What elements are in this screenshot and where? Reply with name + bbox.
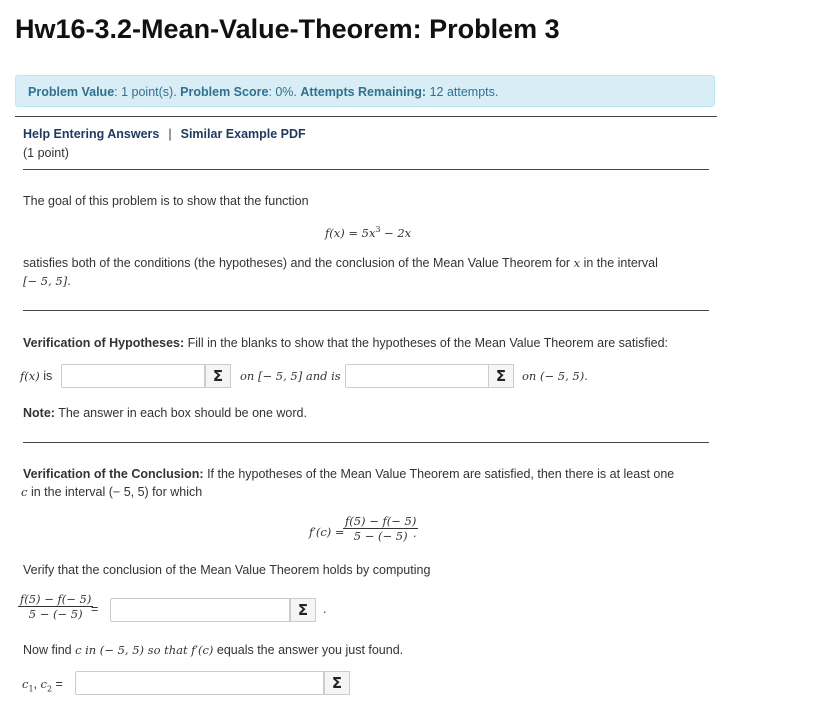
fraction-period: . bbox=[413, 526, 417, 540]
equation-editor-3[interactable]: Σ bbox=[290, 598, 316, 622]
conditions-text: satisfies both of the conditions (the hypotheses) and the conclusion of the Mean Value Theorem for x in the interval bbox=[23, 256, 658, 270]
hypotheses-text: Fill in the blanks to show that the hypotheses of the Mean Value Theorem are satisfied: bbox=[187, 336, 669, 350]
c1-c2-label: $c_1$, $c_2$ = bbox=[22, 677, 63, 694]
c-values-answer[interactable] bbox=[75, 671, 324, 695]
fraction-denominator: 5 − (− 5) bbox=[353, 529, 408, 543]
equation-editor-1[interactable]: Σ bbox=[205, 364, 231, 388]
fraction-numerator: f(5) − f(− 5) bbox=[345, 514, 417, 528]
mvt-fraction bbox=[343, 514, 418, 543]
page-title: Hw16-3.2-Mean-Value-Theorem: Problem 3 bbox=[15, 14, 560, 44]
link-separator: | bbox=[168, 127, 172, 141]
fpc-label: f′(c) = bbox=[309, 525, 345, 539]
problem-value-label: Problem Value bbox=[28, 85, 115, 99]
links-row bbox=[23, 127, 306, 141]
conclusion-text: If the hypotheses of the Mean Value Theorem are satisfied, then there is at least one bbox=[207, 467, 675, 481]
conclusion-heading: Verification of the Conclusion: bbox=[23, 467, 204, 481]
problem-info-box bbox=[15, 75, 715, 107]
problem-value: : 1 point(s). bbox=[114, 85, 177, 99]
problem-score: : 0%. bbox=[268, 85, 297, 99]
note-label: Note: bbox=[23, 406, 55, 420]
similar-example-pdf-link[interactable]: Similar Example PDF bbox=[180, 127, 306, 141]
difference-quotient-answer[interactable] bbox=[110, 598, 290, 622]
verify-period: . bbox=[323, 602, 327, 616]
divider bbox=[23, 169, 709, 170]
function-formula: $f(x) = 5x^3 - 2x$ bbox=[325, 225, 412, 241]
open-interval-text: on (− 5, 5). bbox=[522, 369, 588, 383]
verify-text: Verify that the conclusion of the Mean Value Theorem holds by computing bbox=[23, 563, 431, 577]
equation-editor-2[interactable]: Σ bbox=[488, 364, 514, 388]
intro-text: The goal of this problem is to show that the function bbox=[23, 194, 309, 208]
find-c-text: Now find c in (− 5, 5) so that f′(c) equals the answer you just found. bbox=[23, 643, 404, 657]
attempts-remaining: 12 attempts. bbox=[429, 85, 499, 99]
hypotheses-heading-row bbox=[23, 336, 668, 350]
interval-text: [− 5, 5]. bbox=[23, 274, 71, 288]
equation-editor-4[interactable]: Σ bbox=[324, 671, 350, 695]
divider bbox=[23, 442, 709, 443]
fx-label: f(x) is bbox=[20, 369, 53, 383]
verify-fraction-denominator: 5 − (− 5) bbox=[28, 607, 83, 621]
attempts-label: Attempts Remaining: bbox=[300, 85, 427, 99]
hypothesis-answer-2[interactable] bbox=[345, 364, 489, 388]
points-label: (1 point) bbox=[23, 146, 69, 160]
divider bbox=[23, 310, 709, 311]
divider bbox=[15, 116, 717, 117]
verify-fraction bbox=[18, 592, 93, 621]
hypothesis-answer-1[interactable] bbox=[61, 364, 205, 388]
problem-score-label: Problem Score bbox=[180, 85, 269, 99]
verify-fraction-numerator: f(5) − f(− 5) bbox=[20, 592, 92, 606]
equals-sign: = bbox=[91, 602, 99, 616]
closed-interval-text: on [− 5, 5] and is bbox=[240, 369, 341, 383]
note-text: The answer in each box should be one word. bbox=[58, 406, 307, 420]
help-entering-answers-link[interactable]: Help Entering Answers bbox=[23, 127, 160, 141]
hypotheses-heading: Verification of Hypotheses: bbox=[23, 336, 185, 350]
note bbox=[23, 406, 307, 420]
conclusion-heading-row bbox=[23, 467, 674, 481]
conclusion-interval-text: c in the interval (− 5, 5) for which bbox=[21, 485, 203, 499]
